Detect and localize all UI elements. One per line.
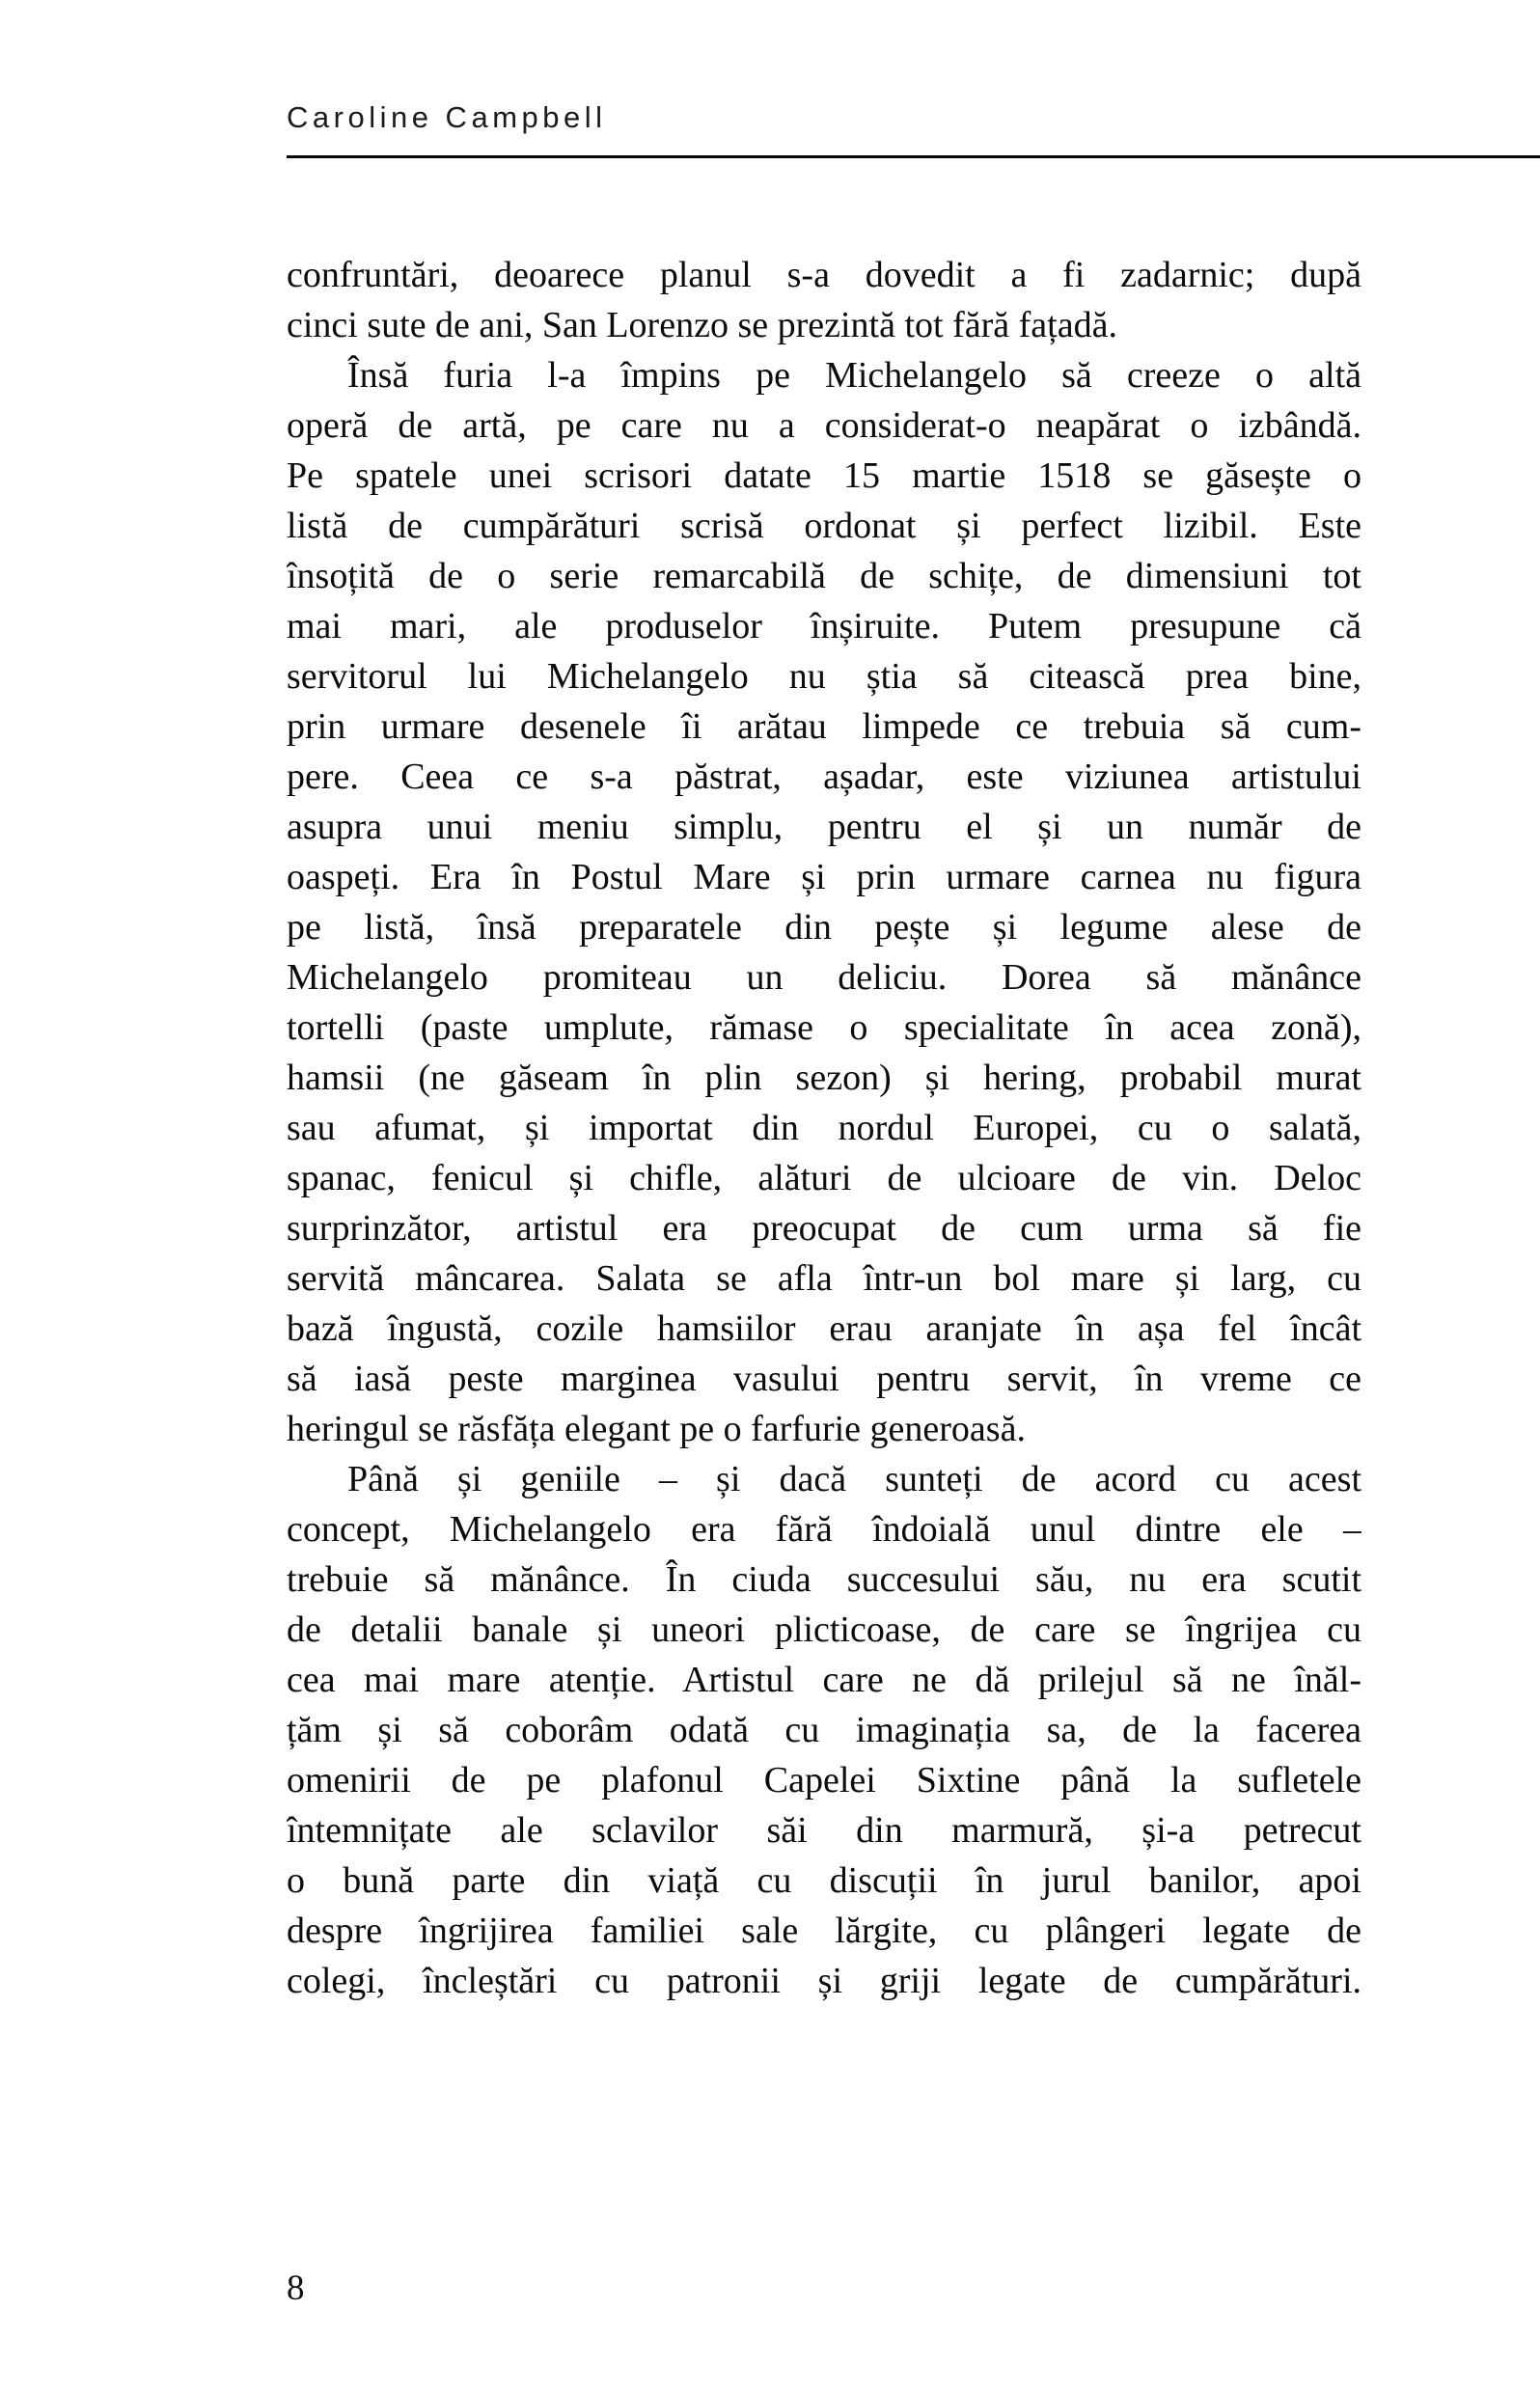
text-line: concept, Michelangelo era fără îndoială unul dintre ele – bbox=[287, 1509, 1361, 1550]
text-line: Pe spatele unei scrisori datate 15 martie 1518 se găsește o bbox=[287, 455, 1361, 496]
text-line: trebuie să mănânce. În ciuda succesului său, nu era scutit bbox=[287, 1559, 1361, 1600]
text-line: cinci sute de ani, San Lorenzo se prezintă tot fără fațadă. bbox=[287, 305, 1117, 345]
text-line: oaspeți. Era în Postul Mare și prin urmare carnea nu figura bbox=[287, 857, 1361, 897]
text-line: Însă furia l-a împins pe Michelangelo să creeze o altă bbox=[347, 355, 1361, 396]
text-line: prin urmare desenele îi arătau limpede ce trebuia să cum- bbox=[287, 706, 1361, 747]
text-line: pe listă, însă preparatele din pește și legume alese de bbox=[287, 907, 1361, 948]
text-line: o bună parte din viață cu discuții în jurul banilor, apoi bbox=[287, 1860, 1361, 1901]
text-line: spanac, fenicul și chifle, alături de ulcioare de vin. Deloc bbox=[287, 1158, 1361, 1198]
text-line: hamsii (ne găseam în plin sezon) și hering, probabil murat bbox=[287, 1058, 1361, 1098]
text-line: omenirii de pe plafonul Capelei Sixtine până la sufletele bbox=[287, 1760, 1361, 1801]
text-line: însoțită de o serie remarcabilă de schițe, de dimensiuni tot bbox=[287, 556, 1361, 596]
text-line: pere. Ceea ce s-a păstrat, așadar, este viziunea artistului bbox=[287, 756, 1361, 797]
running-header-author: Caroline Campbell bbox=[287, 100, 607, 134]
text-line: Până și geniile – și dacă sunteți de acord cu acest bbox=[347, 1459, 1361, 1499]
text-line: surprinzător, artistul era preocupat de cum urma să fie bbox=[287, 1208, 1361, 1249]
text-line: mai mari, ale produselor înșiruite. Putem presupune că bbox=[287, 606, 1361, 646]
text-line: colegi, încleștări cu patronii și griji legate de cumpărături. bbox=[287, 1961, 1361, 2001]
text-line: operă de artă, pe care nu a considerat-o neapărat o izbândă. bbox=[287, 405, 1361, 446]
text-line: să iasă peste marginea vasului pentru servit, în vreme ce bbox=[287, 1359, 1361, 1399]
text-line: servitorul lui Michelangelo nu știa să citească prea bine, bbox=[287, 656, 1361, 697]
text-line: sau afumat, și importat din nordul Europei, cu o salată, bbox=[287, 1108, 1361, 1148]
text-line: tortelli (paste umplute, rămase o specialitate în acea zonă), bbox=[287, 1007, 1361, 1048]
text-line: listă de cumpărături scrisă ordonat și perfect lizibil. Este bbox=[287, 506, 1361, 546]
text-line: despre îngrijirea familiei sale lărgite, cu plângeri legate de bbox=[287, 1911, 1361, 1951]
text-line: heringul se răsfăța elegant pe o farfurie generoasă. bbox=[287, 1409, 1026, 1449]
text-line: de detalii banale și uneori plicticoase, de care se îngrijea cu bbox=[287, 1609, 1361, 1650]
text-line: confruntări, deoarece planul s-a dovedit a fi zadarnic; după bbox=[287, 255, 1361, 295]
text-line: servită mâncarea. Salata se afla într-un bol mare și larg, cu bbox=[287, 1258, 1361, 1299]
page-number: 8 bbox=[287, 2268, 305, 2308]
header-rule bbox=[287, 155, 1540, 158]
text-line: cea mai mare atenție. Artistul care ne dă prilejul să ne înăl- bbox=[287, 1660, 1361, 1700]
text-line: asupra unui meniu simplu, pentru el și un număr de bbox=[287, 807, 1361, 847]
text-line: țăm și să coborâm odată cu imaginația sa, de la facerea bbox=[287, 1710, 1361, 1750]
body-text bbox=[287, 250, 1361, 2006]
text-line: întemnițate ale sclavilor săi din marmură, și-a petrecut bbox=[287, 1810, 1361, 1851]
text-line: bază îngustă, cozile hamsiilor erau aranjate în așa fel încât bbox=[287, 1308, 1361, 1349]
text-line: Michelangelo promiteau un deliciu. Dorea să mănânce bbox=[287, 957, 1361, 998]
